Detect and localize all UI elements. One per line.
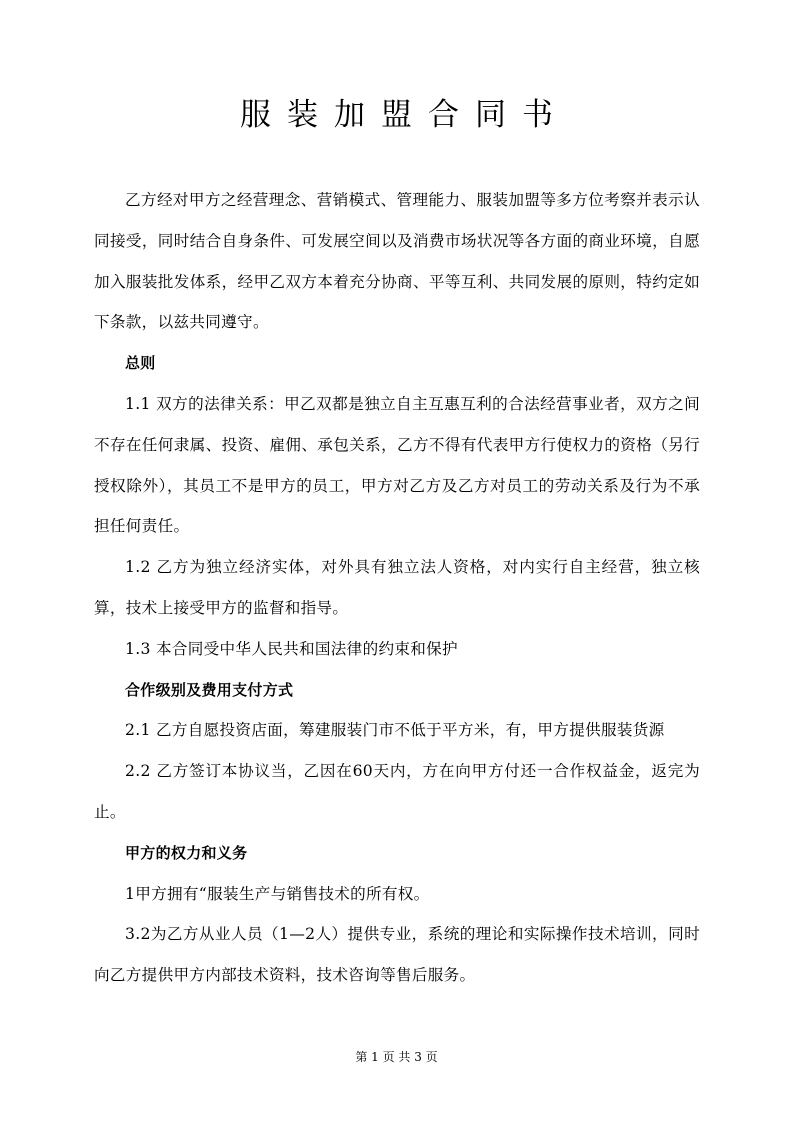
- document-body: [94, 180, 700, 996]
- clause-2-2: 2.2 乙方签订本协议当，乙因在60天内，方在向甲方付还一合作权益金，返完为止。: [94, 762, 700, 821]
- intro-paragraph: 乙方经对甲方之经营理念、营销模式、管理能力、服装加盟等多方位考察并表示认同接受，同时结合自身条件、可发展空间以及消费市场状况等各方面的商业环境，自愿加入服装批发体系，经甲乙双方本着充分协商、平等互利、共同发展的原则，特约定如下条款，以兹共同遵守。: [94, 191, 700, 332]
- page-footer: 第 1 页 共 3 页: [355, 1050, 438, 1064]
- clause-3-2: 3.2为乙方从业人员（1—2人）提供专业，系统的理论和实际操作技术培训，同时向乙方提供甲方内部技术资料，技术咨询等售后服务。: [94, 925, 700, 985]
- clause-2-1: 2.1 乙方自愿投资店面，筹建服装门市不低于平方米，有，甲方提供服装货源: [125, 721, 665, 740]
- section-heading-general: 总则: [125, 354, 156, 373]
- clause-3-1: 1甲方拥有“服装生产与销售技术的所有权。: [125, 884, 430, 903]
- section-heading-party-a-rights: 甲方的权力和义务: [125, 843, 248, 862]
- clause-1-1: 1.1 双方的法律关系：甲乙双都是独立自主互惠互利的合法经营事业者，双方之间不存在任何隶属、投资、雇佣、承包关系，乙方不得有代表甲方行使权力的资格（另行授权除外），其员工不是甲方的员工，甲方对乙方及乙方对员工的劳动关系及行为不承担任何责任。: [94, 394, 700, 536]
- clause-1-3: 1.3 本合同受中华人民共和国法律的约束和保护: [125, 639, 458, 658]
- section-heading-cooperation: 合作级别及费用支付方式: [125, 680, 294, 699]
- clause-1-2: 1.2 乙方为独立经济实体，对外具有独立法人资格，对内实行自主经营，独立核算，技术上接受甲方的监督和指导。: [94, 558, 700, 617]
- document-title: 服装加盟合同书: [240, 97, 569, 133]
